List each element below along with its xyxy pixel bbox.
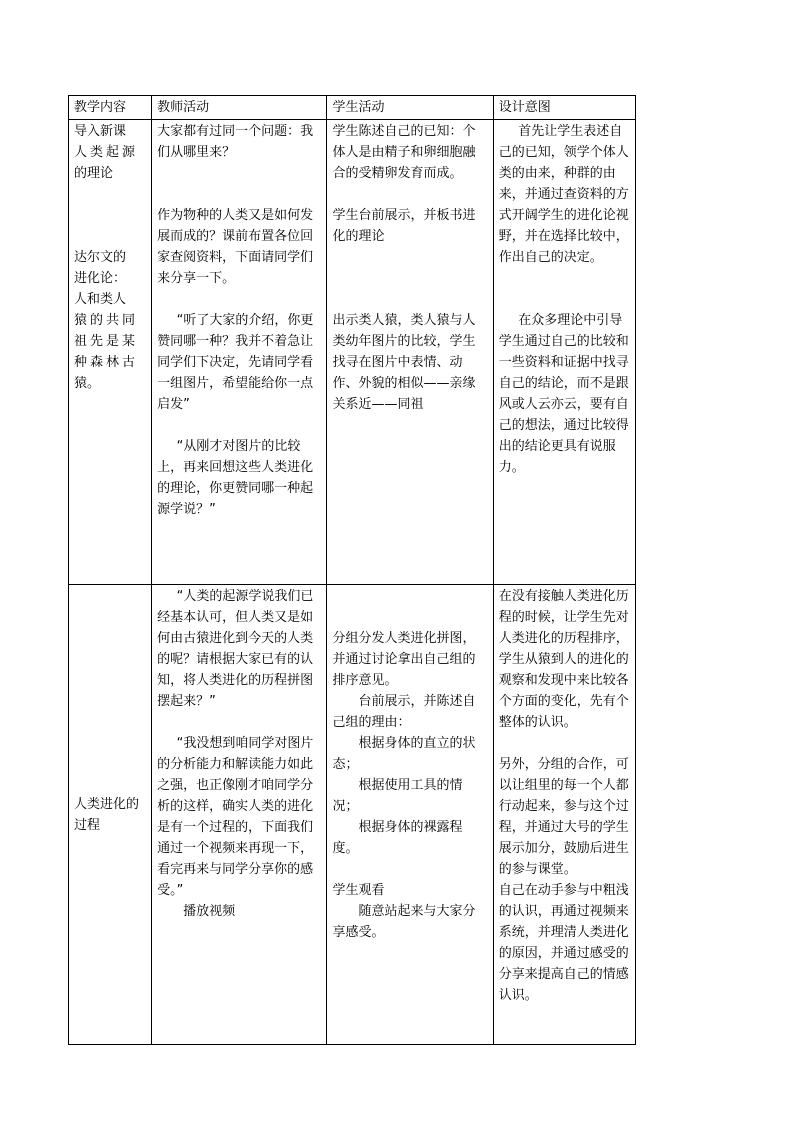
intent-paragraph: 自己在动手参与中粗浅的认识，再通过视频来系统，并理清人类进化的原因，并通过感受的分享来提高自己的情感认识。 — [498, 883, 629, 1003]
header-teacher: 教师活动 — [152, 96, 327, 120]
cell-teacher — [152, 120, 327, 585]
teacher-paragraph: 作为物种的人类又是如何发展而成的？课前布置各位回家查阅资料，下面请同学们来分享一下。 — [157, 208, 314, 286]
student-paragraph: 分组分发人类进化拼图，并通过讨论拿出自己组的排序意见。 — [332, 631, 476, 688]
teacher-paragraph: “我没想到咱同学对图片的分析能力和解读能力如此之强，也正像刚才咱同学分析的这样，确实人类的进化是有一个过程的，下面我们通过一个视频来再现一下，看完再来与同学分享你的感受。” — [157, 736, 314, 898]
student-paragraph: 出示类人猿，类人猿与人类幼年图片的比较，学生找寻在图片中表情、动作、外貌的相似——亲缘关系近——同祖 — [332, 313, 476, 412]
student-paragraph: 随意站起来与大家分享感受。 — [332, 904, 476, 940]
intent-paragraph: 首先让学生表述自己的已知，领学个体人类的由来，种群的由来，并通过查资料的方式开阔学生的进化论视野，并在选择比较中，作出自己的决定。 — [498, 124, 629, 265]
content-line: 导入新课 — [74, 124, 127, 139]
content-line: 人和类人 — [74, 292, 127, 307]
table-row — [69, 585, 636, 1045]
cell-student — [327, 120, 493, 585]
header-intent: 设计意图 — [493, 96, 635, 120]
student-paragraph: 根据使用工具的情况； — [332, 778, 463, 814]
table-row — [69, 120, 636, 585]
cell-student — [327, 585, 493, 1045]
table-header-row — [69, 96, 636, 120]
content-line: 的理论 — [74, 166, 114, 181]
teacher-paragraph: 播放视频 — [183, 904, 236, 919]
content-line: 达尔文的 — [74, 250, 127, 265]
lesson-plan-table — [68, 95, 636, 1045]
teacher-paragraph: 大家都有过同一个问题：我们从哪里来？ — [157, 124, 314, 160]
student-paragraph: 学生台前展示，并板书进化的理论 — [332, 208, 476, 244]
cell-intent — [493, 120, 635, 585]
header-content: 教学内容 — [69, 96, 152, 120]
student-paragraph: 台前展示，并陈述自己组的理由： — [332, 694, 476, 730]
content-line: 猿的共同 — [74, 313, 139, 328]
teacher-paragraph: “人类的起源学说我们已经基本认可，但人类又是如何由古猿进化到今天的人类的呢？请根据大家已有的认知，将人类进化的历程拼图摆起来？” — [157, 589, 314, 709]
cell-intent — [493, 585, 635, 1045]
header-student: 学生活动 — [327, 96, 493, 120]
cell-teacher — [152, 585, 327, 1045]
content-line: 种森林古 — [74, 355, 139, 370]
content-line: 祖先是某 — [74, 334, 139, 349]
student-paragraph: 学生陈述自己的已知：个体人是由精子和卵细胞融合的受精卵发育而成。 — [332, 124, 476, 181]
teacher-paragraph: “听了大家的介绍，你更赞同哪一种？我并不着急让同学们下决定，先请同学看一组图片，希望能给你一点启发” — [157, 313, 314, 412]
content-paragraph: 人类进化的过程 — [74, 796, 140, 833]
student-paragraph: 根据身体的直立的状态； — [332, 736, 476, 772]
student-paragraph: 学生观看 — [332, 883, 385, 898]
cell-content — [69, 585, 152, 1045]
cell-content — [69, 120, 152, 585]
content-line: 进化论： — [74, 271, 127, 286]
content-line: 猿。 — [74, 376, 101, 391]
intent-paragraph: 在没有接触人类进化历程的时候，让学生先对人类进化的历程排序，学生从猿到人的进化的观察和发现中来比较各个方面的变化，先有个整体的认识。 — [498, 589, 629, 730]
intent-paragraph: 在众多理论中引导学生通过自己的比较和一些资料和证据中找寻自己的结论，而不是跟风或人云亦云，要有自己的想法，通过比较得出的结论更具有说服力。 — [498, 313, 629, 475]
content-line: 人类起源 — [74, 145, 139, 160]
teacher-paragraph: “从刚才对图片的比较上，再来回想这些人类进化的理论，你更赞同哪一种起源学说？” — [157, 439, 314, 517]
intent-paragraph: 另外，分组的合作，可以让组里的每一个人都行动起来，参与这个过程，并通过大号的学生展示加分，鼓励后进生的参与课堂。 — [498, 757, 629, 877]
student-paragraph: 根据身体的裸露程度。 — [332, 820, 463, 856]
